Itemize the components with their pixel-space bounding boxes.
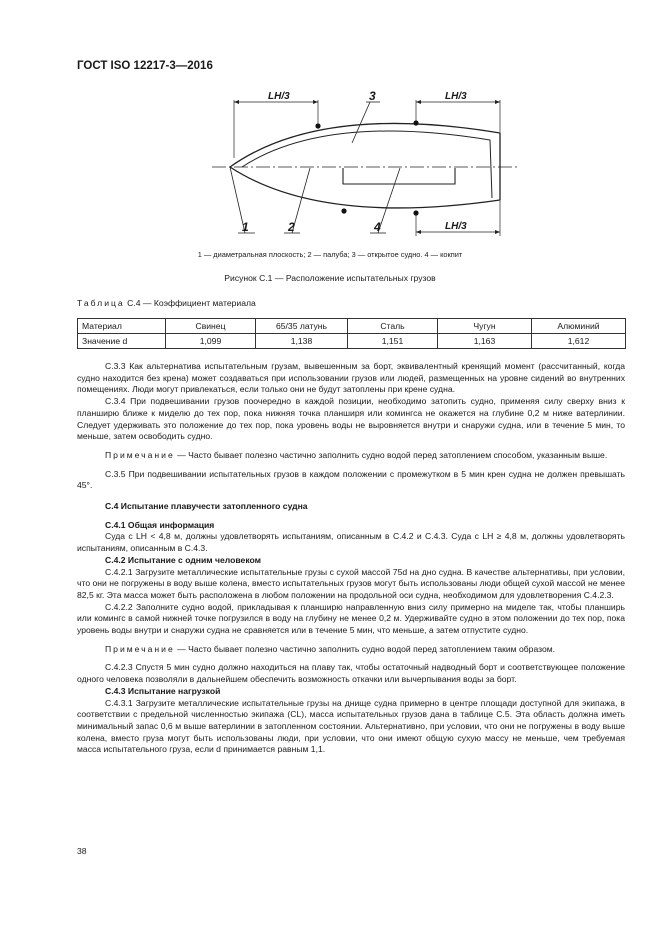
subsection-heading: С.4.3 Испытание нагрузкой	[105, 685, 221, 696]
note	[77, 450, 625, 462]
paragraph: С.4.2.1 Загрузите металлические испытательные грузы с сухой массой 75d на дно судна. В качестве альтернативы, при условии, что они не погружены в воду выше колена, вместо испытательных грузов могут быть использованы люди общей сухой массой не менее 82,5 кг. Эта масса может быть расположена в любом положении на продольной оси судна, необходимом для удовлетворения С.4.2.3.	[77, 566, 625, 600]
note-text: — Часто бывает полезно частично заполнить судно водой перед затоплением таким образом.	[174, 643, 556, 654]
paragraph: С.3.5 При подвешивании испытательных грузов в каждом положении с промежутком в 5 мин крен судна не должен превышать 45°.	[77, 468, 625, 491]
paragraph: С.4.2.2 Заполните судно водой, прикладывая к планширю направленную вниз силу примерно на миделе так, чтобы планширь или комингс в самой нижней точке погрузился в воду на глубину не менее 0,2 м. Удерживайте судно в этом положении до тех пор, пока уровень воды внутри и снаружи судна не сравняется или в течение 5 мин, что меньше, а затем отпустите судно.	[77, 601, 625, 636]
boat-diagram	[200, 88, 530, 258]
paragraph: С.3.4 При подвешивании грузов поочередно в каждой позиции, необходимо затопить судно, применяя силу сверху вниз к планширю ближе к миделю до тех пор, пока нижняя точка планширя или комингса не окажется на глубине 0,2 м ниже ватерлинии. Следует удерживать это положение до тех пор, пока уровень воды не выровняется внутри и снаружи судна, или в течение 5 мин, то меньше, затем освободить судно.	[77, 396, 625, 442]
paragraph: С.3.3 Как альтернатива испытательным грузам, вывешенным за борт, эквивалентный кренящий момент (рассчитанный, когда судно находится без крена) может создаваться при использовании грузов или людей, размещенных на уровне сидений во внутренних помещениях. Люди могут привлекаться, если только они не будут затоплены при крене судна.	[77, 361, 625, 395]
figure-legend: 1 — диаметральная плоскость; 2 — палуба; 3 — открытое судно. 4 — кокпит	[197, 250, 463, 259]
table-cell: 1,099	[166, 334, 256, 349]
weight-point	[413, 120, 418, 125]
table-cell: Сталь	[348, 319, 438, 334]
label-2: 2	[288, 220, 295, 234]
table-cell: Материал	[78, 319, 166, 334]
table-cell: Чугун	[438, 319, 532, 334]
table-cell: 1,151	[348, 334, 438, 349]
dim-label-top-right: LH/3	[445, 91, 467, 102]
table-cell: Значение d	[78, 334, 166, 349]
note-label: Примечание	[105, 643, 175, 654]
section-heading: С.4 Испытание плавучести затопленного судна	[105, 501, 308, 512]
figure-c1	[200, 88, 530, 258]
paragraph: Суда с LH < 4,8 м, должны удовлетворять испытаниям, описанным в С.4.2 и С.4.3. Суда с LH ≥ 4,8 м, должны удовлетворять испытаниям, описанным в С.4.3.	[77, 531, 625, 554]
subsection-heading: С.4.1 Общая информация	[105, 519, 215, 530]
table-cell: 65/35 латунь	[256, 319, 348, 334]
paragraph: С.4.2.3 Спустя 5 мин судно должно находиться на плаву так, чтобы остаточный надводный борт и соответствующее положение одного человека позволяли в дальнейшем обеспечить возможность откачки или вычерпывания воды за борт.	[77, 662, 625, 685]
figure-caption: Рисунок С.1 — Расположение испытательных грузов	[224, 273, 436, 283]
table-caption-label: Таблица	[77, 298, 125, 308]
dim-label-bottom-right: LH/3	[445, 221, 467, 232]
note-label: Примечание	[105, 449, 175, 460]
subsection-heading: С.4.2 Испытание с одним человеком	[105, 554, 262, 565]
note	[77, 644, 625, 656]
note-text: — Часто бывает полезно частично заполнить судно водой перед затоплением способом, указанным выше.	[174, 449, 608, 460]
paragraph: С.4.3.1 Загрузите металлические испытательные грузы на днище судна примерно в центре площади доступной для экипажа, в соответствии с предельной численностью экипажа (CL), масса испытательных грузов дана в таблице С.5. Эта область должна иметь минимальный запас 0,6 м выше ватерлинии в затопленном состоянии. Альтернативно, при условии, что они не погружены в воду выше колена, вместо груза могут быть использованы люди, при условии, что они имеют общую сухую массу не меньше, чем требуемая масса испытательного груза, если d принимается равным 1,1.	[77, 697, 625, 755]
table-caption	[77, 298, 256, 308]
table-caption-text: С.4 — Коэффициент материала	[127, 298, 256, 308]
label-3: 3	[369, 89, 376, 103]
weight-point	[315, 123, 320, 128]
table-cell: 1,138	[256, 334, 348, 349]
page-number: 38	[77, 846, 87, 856]
document-header: ГОСТ ISO 12217-3—2016	[77, 60, 213, 72]
body-text	[77, 361, 625, 756]
table-row	[78, 334, 626, 349]
table-cell: 1,612	[532, 334, 626, 349]
table-cell: Свинец	[166, 319, 256, 334]
dim-label-top-left: LH/3	[268, 91, 290, 102]
label-4: 4	[374, 220, 381, 234]
weight-point	[413, 210, 418, 215]
table-header-row	[78, 319, 626, 334]
weight-point	[341, 208, 346, 213]
label-1: 1	[242, 220, 249, 234]
material-table	[77, 318, 626, 349]
table-cell: Алюминий	[532, 319, 626, 334]
table-cell: 1,163	[438, 334, 532, 349]
